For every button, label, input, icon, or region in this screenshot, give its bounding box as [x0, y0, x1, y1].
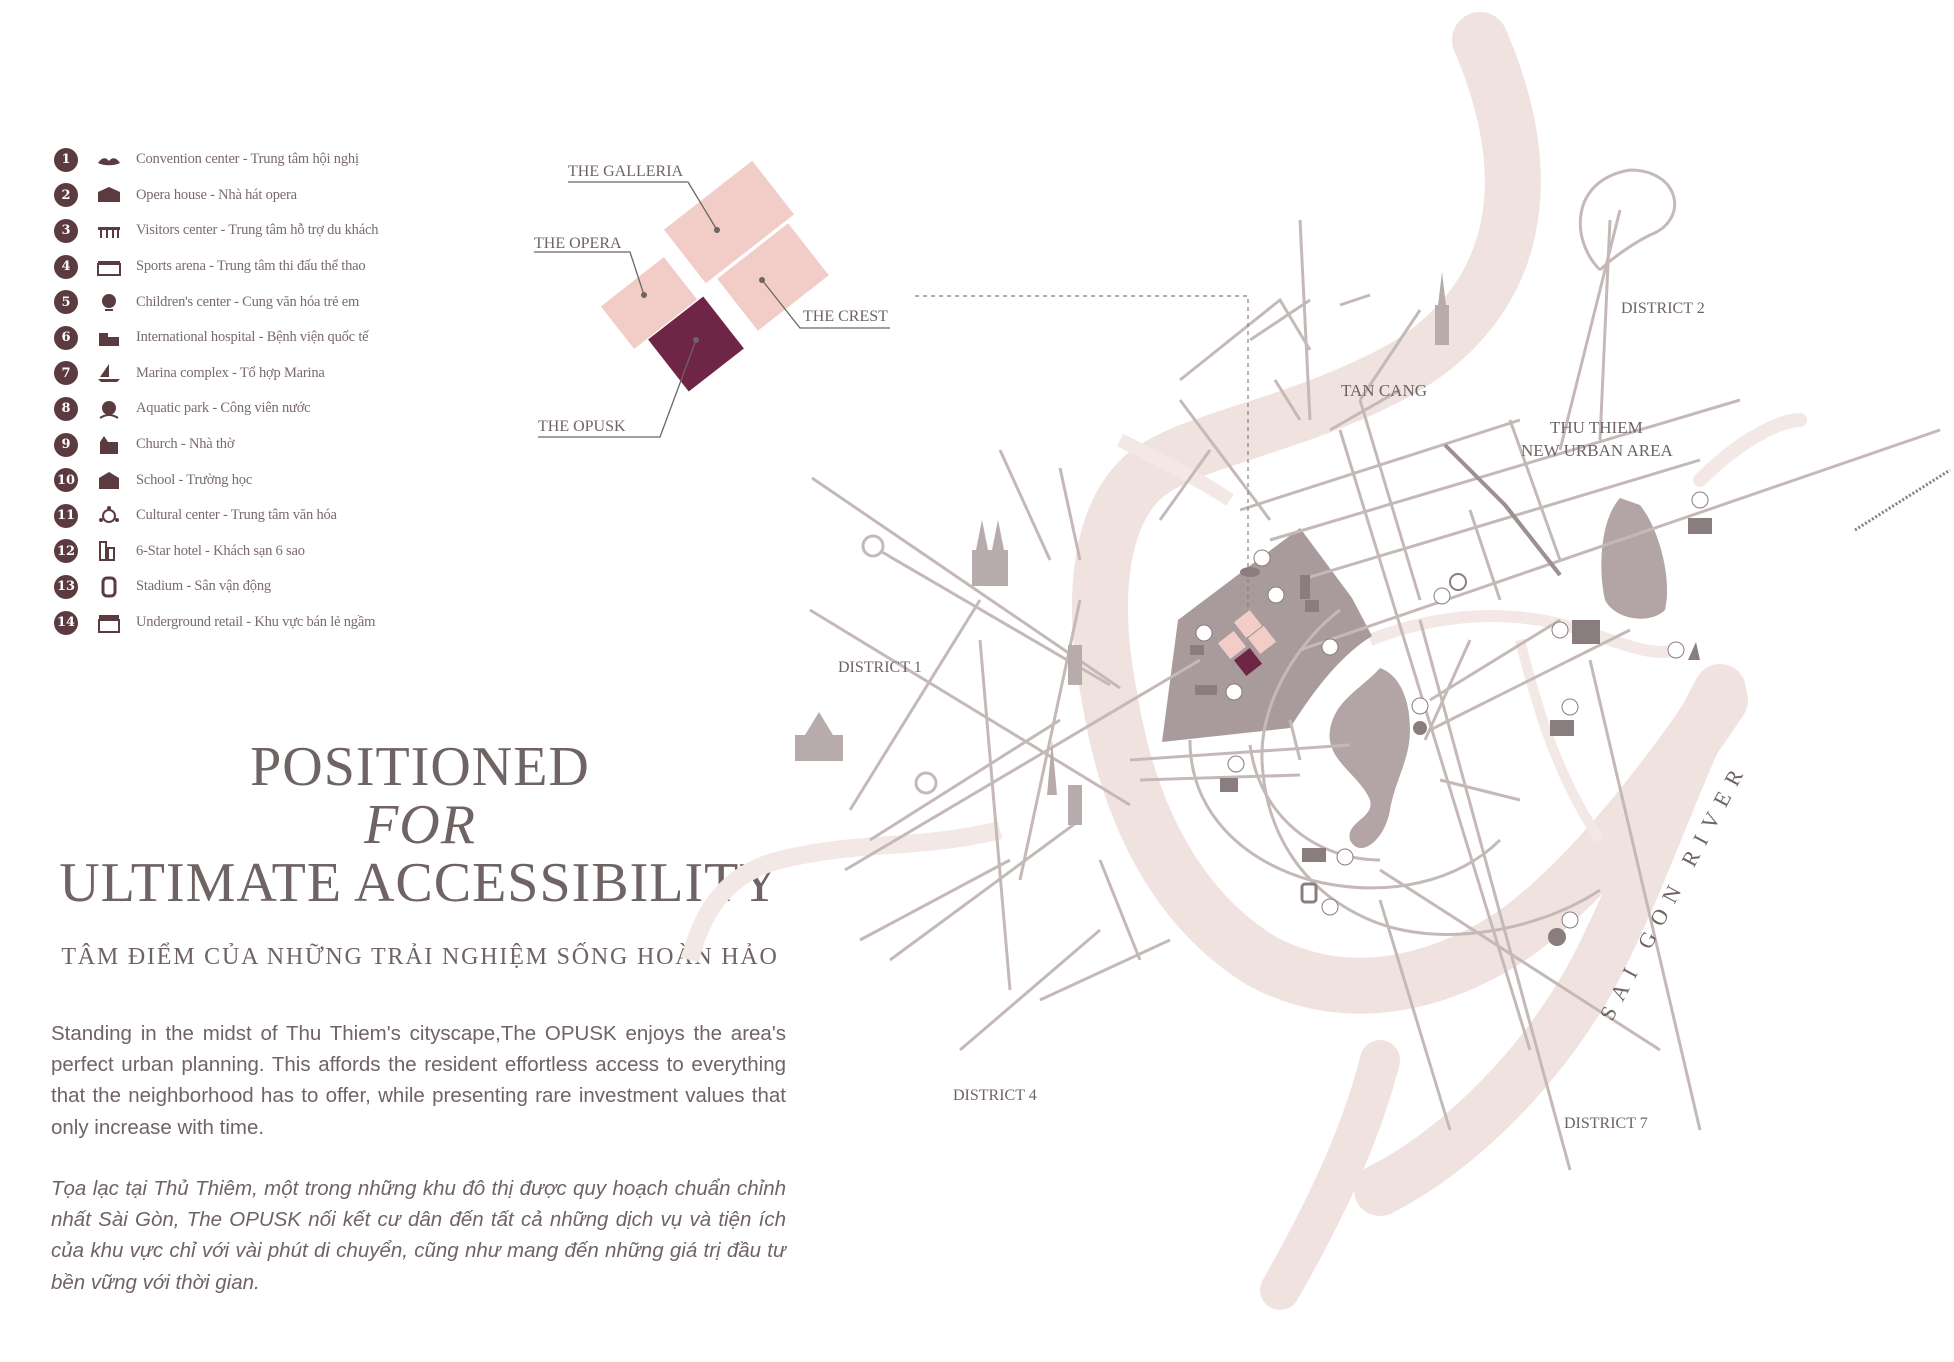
- label-galleria: THE GALLERIA: [568, 163, 684, 180]
- label-saigon-river: SAI GON RIVER: [1594, 756, 1753, 1025]
- label-thu-thiem: THU THIEM: [1550, 418, 1643, 437]
- label-opera: THE OPERA: [534, 235, 622, 252]
- legend-label: Convention center - Trung tâm hội nghị: [136, 151, 359, 168]
- legend-number: 5: [54, 290, 78, 314]
- legend-number: 3: [54, 219, 78, 243]
- label-tan-cang: TAN CANG: [1341, 381, 1427, 400]
- canal-ne: [1700, 420, 1800, 480]
- legend-number: 14: [54, 611, 78, 635]
- label-new-urban-area: NEW URBAN AREA: [1521, 441, 1673, 460]
- ben-thanh-market-icon: [795, 712, 843, 761]
- map-school-icon: [1550, 699, 1578, 736]
- roundabout-1: [863, 536, 883, 556]
- label-district-7: DISTRICT 7: [1564, 1115, 1648, 1132]
- legend-number: 6: [54, 326, 78, 350]
- body-english: Standing in the midst of Thu Thiem's cityscape,The OPUSK enjoys the area's perfect urban planning. This affords the resident effortless access to everything that the neighborhood has to offer, while presenting rare investment values that only increase with time.: [51, 1022, 786, 1139]
- legend-label: Cultural center - Trung tâm văn hóa: [136, 507, 337, 524]
- legend-label: Marina complex - Tổ hợp Marina: [136, 364, 325, 381]
- label-district-2: DISTRICT 2: [1621, 300, 1705, 317]
- legend-number: 2: [54, 183, 78, 207]
- legend-number: 9: [54, 433, 78, 457]
- legend-label: Sports arena - Trung tâm thi đấu thể thao: [136, 258, 366, 275]
- body-vietnamese: Tọa lạc tại Thủ Thiêm, một trong những khu đô thị được quy hoạch chuẩn chỉnh nhất Sài Gòn, The OPUSK nối kết cư dân đến tất cả những dịch vụ và tiện ích của khu vực chỉ với vài phút di chuyển, cũng như mang đến những giá trị đầu tư bền vững với thời gian.: [51, 1177, 786, 1294]
- headline-line1: POSITIONED: [250, 736, 590, 798]
- legend-number: 11: [54, 504, 78, 528]
- label-opusk: THE OPUSK: [538, 418, 626, 435]
- legend-number: 1: [54, 148, 78, 172]
- headline-line2: FOR: [364, 794, 476, 856]
- legend-label: Aquatic park - Công viên nước: [136, 400, 311, 417]
- label-district-4: DISTRICT 4: [953, 1087, 1037, 1104]
- legend-label: Visitors center - Trung tâm hỗ trợ du khách: [136, 222, 379, 239]
- lake-east: [1601, 498, 1667, 619]
- label-crest: THE CREST: [803, 308, 888, 325]
- inset-site-plan: [534, 161, 890, 437]
- legend-number: 4: [54, 255, 78, 279]
- legend-label: Underground retail - Khu vực bán lẻ ngầm: [136, 614, 376, 631]
- subheadline: TÂM ĐIỂM CỦA NHỮNG TRẢI NGHIỆM SỐNG HOÀN HẢO: [61, 944, 779, 970]
- roundabout-2: [916, 773, 936, 793]
- canal-east: [1520, 640, 1600, 840]
- sfc-tower-icon: [1068, 785, 1082, 825]
- vietcombank-tower-icon: [1068, 645, 1082, 685]
- legend-number: 10: [54, 468, 78, 492]
- legend-number: 13: [54, 575, 78, 599]
- legend-label: Children's center - Cung văn hóa trẻ em: [136, 293, 360, 310]
- legend-number: 7: [54, 361, 78, 385]
- legend-label: Opera house - Nhà hát opera: [136, 186, 297, 203]
- label-district-1: DISTRICT 1: [838, 659, 922, 676]
- legend-label: 6-Star hotel - Khách sạn 6 sao: [136, 542, 305, 559]
- road-network: [810, 170, 1940, 1170]
- rail-line: [1855, 470, 1950, 530]
- legend-label: Stadium - Sân vận động: [136, 578, 271, 595]
- legend-label: International hospital - Bệnh viện quốc tế: [136, 329, 369, 346]
- legend-number: 8: [54, 397, 78, 421]
- legend-number: 12: [54, 539, 78, 563]
- legend-label: Church - Nhà thờ: [136, 436, 235, 453]
- headline-line3: ULTIMATE ACCESSIBILITY: [59, 852, 781, 914]
- legend-label: School - Trường học: [136, 471, 253, 488]
- map-children-center-icon: [1412, 698, 1428, 735]
- map-hospital-icon: [1552, 620, 1600, 644]
- notre-dame-cathedral-icon: [972, 520, 1008, 586]
- map-marina-icon: [1668, 642, 1700, 660]
